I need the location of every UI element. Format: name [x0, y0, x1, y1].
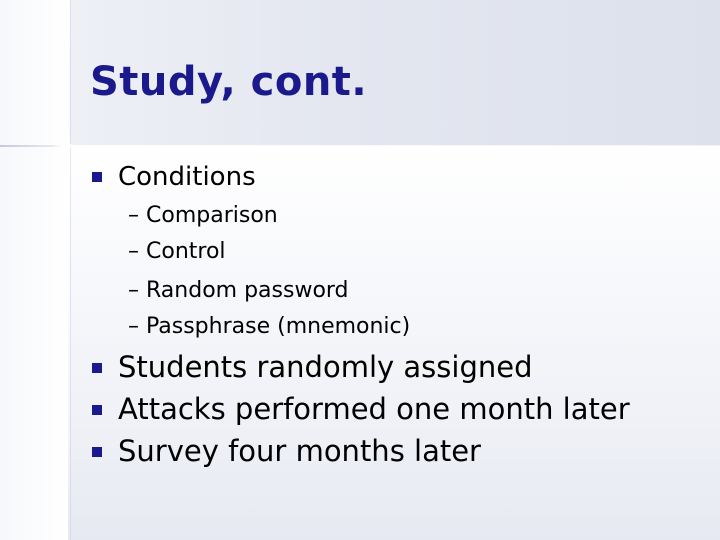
sub-list-item-label: Control: [146, 239, 226, 264]
list-item: Survey four months later: [118, 434, 481, 468]
sub-list-item-label: Passphrase (mnemonic): [146, 314, 411, 339]
horizontal-divider: [0, 145, 720, 147]
square-bullet-icon: [92, 405, 102, 415]
list-item: Attacks performed one month later: [118, 392, 630, 426]
sub-list-item: [128, 276, 349, 306]
square-bullet-icon: [92, 172, 102, 182]
sparkle-cross-icon: [52, 129, 86, 163]
list-item-conditions: Conditions: [118, 162, 256, 192]
dash-marker: –: [128, 239, 139, 264]
left-margin-band: [0, 0, 68, 540]
square-bullet-icon: [92, 447, 102, 457]
slide-title: Study, cont.: [90, 59, 368, 105]
dash-marker: –: [128, 203, 139, 228]
square-bullet-icon: [92, 363, 102, 373]
sub-list-item: [128, 237, 226, 267]
sub-list-item-label: Comparison: [146, 203, 278, 228]
dash-marker: –: [128, 278, 139, 303]
vertical-divider: [68, 0, 70, 540]
list-item: Students randomly assigned: [118, 350, 533, 384]
sub-list-item: [128, 201, 278, 231]
sub-list-item: [128, 312, 410, 342]
dash-marker: –: [128, 314, 139, 339]
sub-list-item-label: Random password: [146, 278, 349, 303]
